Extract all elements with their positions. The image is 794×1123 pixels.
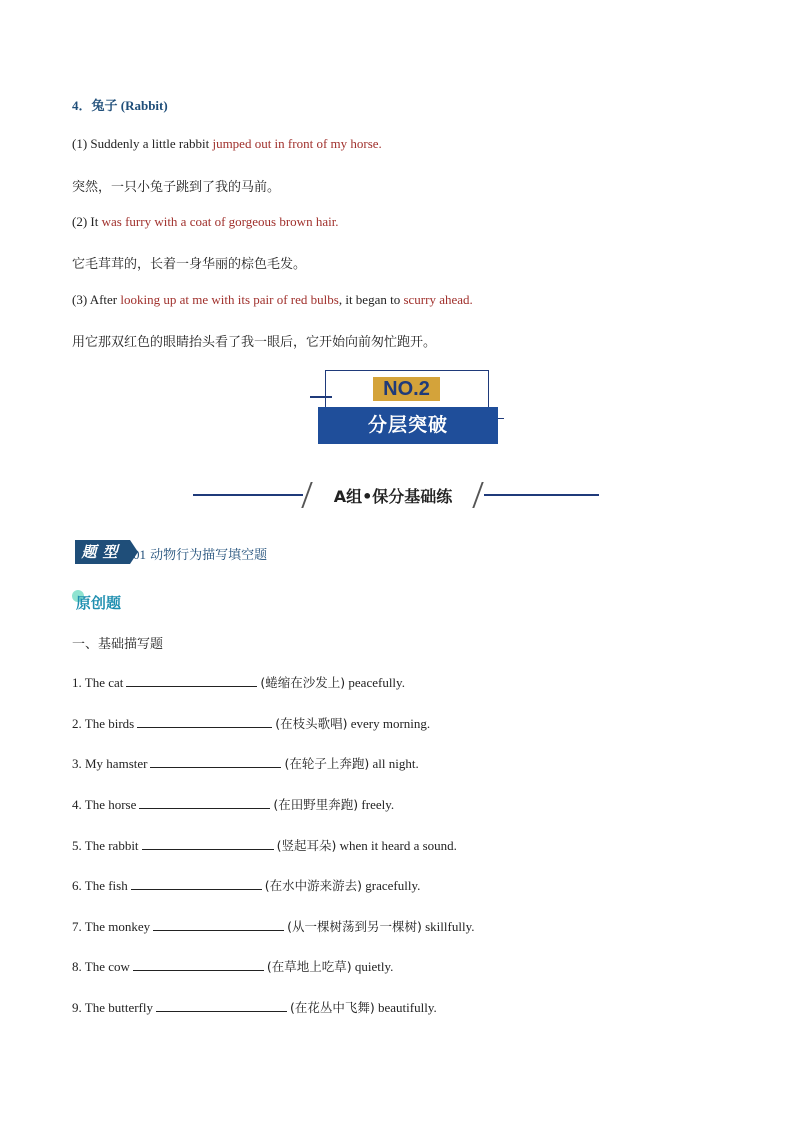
exercise-suffix: gracefully.	[365, 878, 421, 893]
exercise-item	[72, 754, 419, 772]
exercise-hint: (在花丛中飞舞)	[290, 1000, 375, 1015]
answer-blank[interactable]	[133, 958, 264, 971]
question-type-number: 01	[133, 547, 146, 562]
exercise-item	[72, 714, 430, 732]
example-sentence-3	[72, 292, 473, 308]
answer-blank[interactable]	[137, 715, 272, 728]
exercise-hint: (在枝头歌唱)	[275, 716, 348, 731]
answer-blank[interactable]	[153, 918, 284, 931]
example-sentence-1	[72, 136, 382, 152]
exercise-suffix: skillfully.	[425, 919, 475, 934]
exercise-item	[72, 917, 474, 935]
divider-slash	[472, 482, 483, 508]
answer-blank[interactable]	[156, 999, 287, 1012]
sentence-text: (1) Suddenly a little rabbit	[72, 136, 213, 151]
question-type-title	[133, 544, 267, 563]
question-type-tag: 题型	[75, 540, 130, 564]
sentence-text: (3) After	[72, 292, 121, 307]
translation-3: 用它那双红色的眼睛抬头看了我一眼后，它开始向前匆忙跑开。	[72, 335, 437, 350]
example-sentence-2	[72, 214, 339, 230]
exercise-suffix: when it heard a sound.	[339, 838, 457, 853]
exercise-suffix: every morning.	[350, 716, 431, 731]
exercise-hint: (从一棵树荡到另一棵树)	[287, 919, 422, 934]
exercise-prompt: 6. The fish	[72, 878, 128, 893]
exercise-prompt: 9. The butterfly	[72, 1000, 153, 1015]
banner-title: 分层突破	[318, 407, 498, 444]
exercise-item	[72, 673, 405, 691]
sentence-text: (2) It	[72, 214, 102, 229]
divider-line	[193, 494, 303, 496]
exercise-prompt: 4. The horse	[72, 797, 137, 812]
exercise-item	[72, 795, 394, 813]
answer-blank[interactable]	[142, 837, 274, 850]
exercise-hint: (在水中游来游去)	[264, 878, 362, 893]
sentence-highlight: was furry with a coat of gorgeous brown hair.	[101, 214, 339, 229]
exercise-suffix: freely.	[361, 797, 395, 812]
exercise-hint: (蜷缩在沙发上)	[260, 675, 346, 690]
exercise-item	[72, 836, 457, 854]
exercise-prompt: 5. The rabbit	[72, 838, 139, 853]
exercise-prompt: 8. The cow	[72, 959, 130, 974]
exercise-hint: (竖起耳朵)	[276, 838, 337, 853]
exercise-suffix: peacefully.	[348, 675, 405, 690]
exercise-hint: (在轮子上奔跑)	[284, 756, 370, 771]
exercise-prompt: 3. My hamster	[72, 756, 148, 771]
original-label: 原创题	[76, 594, 122, 612]
exercise-prompt: 7. The monkey	[72, 919, 151, 934]
answer-blank[interactable]	[139, 796, 270, 809]
translation-2: 它毛茸茸的，长着一身华丽的棕色毛发。	[72, 257, 307, 272]
section-title: 4．兔子 (Rabbit)	[72, 98, 168, 113]
sentence-text: , it began to	[338, 292, 404, 307]
exercise-item	[72, 998, 437, 1016]
exercise-suffix: beautifully.	[378, 1000, 437, 1015]
exercise-hint: (在草地上吃草)	[266, 959, 352, 974]
answer-blank[interactable]	[131, 877, 262, 890]
exercise-suffix: all night.	[372, 756, 419, 771]
group-title: A组•保分基础练	[333, 487, 453, 506]
banner-decor	[310, 396, 332, 398]
exercise-suffix: quietly.	[354, 959, 394, 974]
banner-number: NO.2	[373, 377, 440, 401]
exercise-item	[72, 876, 420, 894]
exercise-item	[72, 957, 393, 975]
sentence-highlight: jumped out in front of my horse.	[212, 136, 382, 151]
exercise-prompt: 1. The cat	[72, 675, 124, 690]
sentence-highlight: scurry ahead.	[403, 292, 473, 307]
subsection-title: 一、基础描写题	[72, 637, 164, 652]
translation-1: 突然，一只小兔子跳到了我的马前。	[72, 180, 281, 195]
exercise-prompt: 2. The birds	[72, 716, 135, 731]
divider-line	[484, 494, 599, 496]
question-type-text: 动物行为描写填空题	[150, 548, 268, 563]
sentence-highlight: looking up at me with its pair of red bulbs	[120, 292, 339, 307]
answer-blank[interactable]	[150, 755, 281, 768]
exercise-hint: (在田野里奔跑)	[273, 797, 359, 812]
answer-blank[interactable]	[126, 674, 257, 687]
